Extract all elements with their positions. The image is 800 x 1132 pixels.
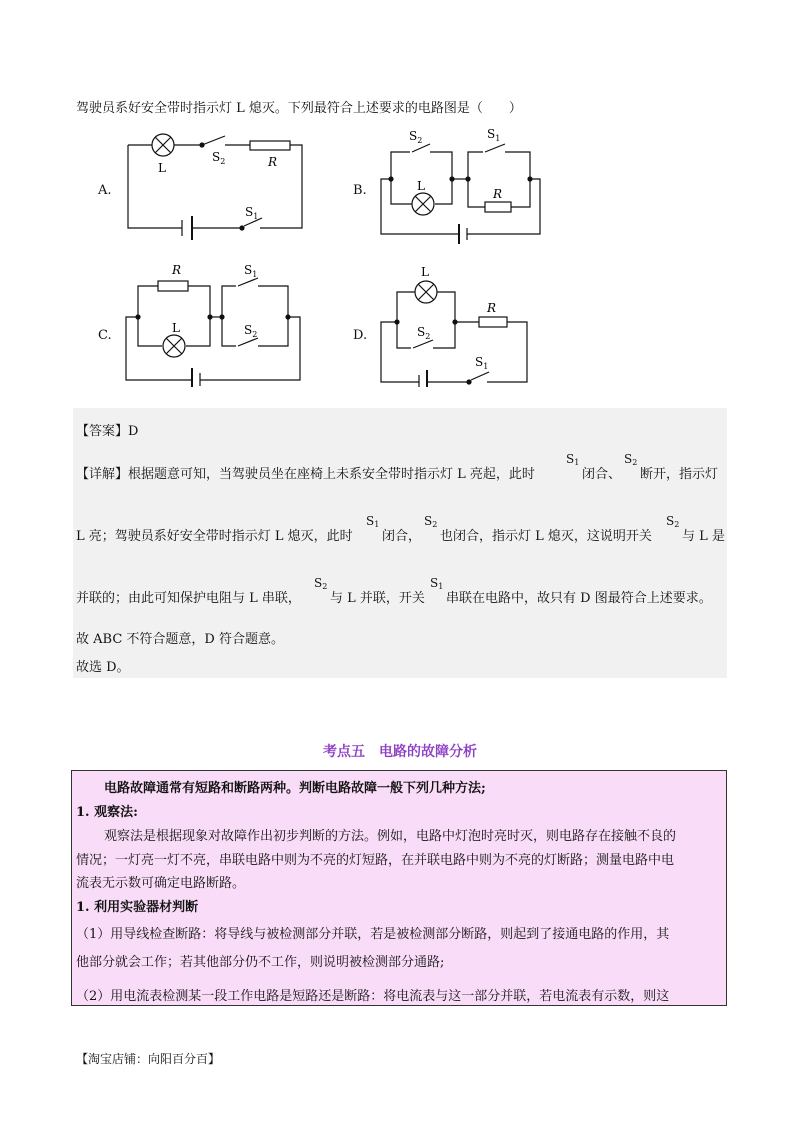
detail-line1-c: 断开，指示灯: [640, 467, 719, 482]
resistor-label-b: R: [493, 187, 503, 201]
method-p2-line1: （1）用导线检查断路：将导线与被检测部分并联，若是被检测部分断路，则起到了接通电路的作用，其: [76, 927, 670, 942]
s1-label-a: $S_1$: [245, 205, 259, 221]
resistor-label-a: R: [268, 155, 278, 169]
circuit-a-diagram: [120, 120, 310, 245]
detail-line5: 故选 D。: [76, 660, 130, 675]
detail-line3-a: 并联的；由此可知保护电阻与 L 串联，: [76, 591, 301, 606]
method-heading-2: 1. 利用实验器材判断: [76, 900, 199, 915]
option-c-label: C.: [98, 328, 112, 343]
footer-shop-label: 【淘宝店铺：向阳百分百】: [76, 1052, 221, 1066]
lamp-label-c: L: [172, 321, 180, 335]
s1-label-c: $S_1$: [244, 263, 258, 279]
s2-label-c: $S_2$: [244, 323, 258, 339]
s2-inline-1: $S_2$: [624, 452, 638, 467]
method-p2-line2: 他部分就会工作；若其他部分仍不工作，则说明被检测部分通路;: [76, 955, 445, 970]
section-title: 考点五 电路的故障分析: [323, 744, 477, 760]
s2-label-a: $S_2$: [212, 150, 226, 166]
method-p3-line1: （2）用电流表检测某一段工作电路是短路还是断路：将电流表与这一部分并联，若电流表有示数，则这: [76, 989, 670, 1004]
detail-line2-d: 与 L 是: [682, 529, 725, 544]
circuit-b-diagram: [375, 124, 550, 249]
s1-inline-1: $S_1$: [566, 452, 580, 467]
s1-label-d: $S_1$: [475, 355, 489, 371]
resistor-label-c: R: [172, 263, 182, 277]
method-heading-1: 1. 观察法:: [76, 805, 138, 820]
lamp-label-a: L: [158, 161, 166, 175]
detail-line2-b: 闭合，: [382, 529, 422, 544]
lamp-label-b: L: [417, 179, 425, 193]
option-b-label: B.: [353, 183, 367, 198]
option-a-label: A.: [98, 183, 112, 198]
lamp-label-d: L: [421, 265, 429, 279]
detail-line3-b: 与 L 并联，开关: [330, 591, 425, 606]
s2-label-d: $S_2$: [417, 325, 431, 341]
s2-label-b: $S_2$: [409, 129, 423, 145]
s1-label-b: $S_1$: [487, 127, 501, 143]
s2-inline-4: $S_2$: [314, 576, 328, 591]
detail-line3-c: 串联在电路中，故只有 D 图最符合上述要求。: [446, 591, 712, 606]
method-p1-line2: 情况；一灯亮一灯不亮，串联电路中则为不亮的灯短路，在并联电路中则为不亮的灯断路；测量电路中电: [76, 853, 675, 868]
resistor-label-d: R: [487, 301, 497, 315]
detail-line1-a: 【详解】根据题意可知，当驾驶员坐在座椅上未系安全带时指示灯 L 亮起，此时: [76, 467, 535, 482]
option-d-label: D.: [353, 328, 368, 343]
detail-line2-c: 也闭合，指示灯 L 熄灭，这说明开关: [440, 529, 652, 544]
detail-line2-a: L 亮；驾驶员系好安全带时指示灯 L 熄灭，此时: [76, 529, 353, 544]
circuit-c-diagram: [120, 262, 315, 387]
s2-inline-2: $S_2$: [424, 514, 438, 529]
method-box: [71, 770, 727, 1006]
s2-inline-3: $S_2$: [666, 514, 680, 529]
s1-inline-3: $S_1$: [430, 576, 444, 591]
question-intro: 驾驶员系好安全带时指示灯 L 熄灭。下列最符合上述要求的电路图是（ ）: [76, 101, 522, 116]
method-p1-line1: 观察法是根据现象对故障作出初步判断的方法。例如，电路中灯泡时亮时灭，则电路存在接触不良的: [104, 829, 677, 844]
method-intro: 电路故障通常有短路和断路两种。判断电路故障一般下列几种方法;: [104, 781, 486, 796]
detail-line4: 故 ABC 不符合题意，D 符合题意。: [76, 632, 284, 647]
s1-inline-2: $S_1$: [366, 514, 380, 529]
circuit-d-diagram: [375, 262, 550, 387]
method-p1-line3: 流表无示数可确定电路断路。: [76, 876, 246, 891]
detail-line1-b: 闭合、: [582, 467, 622, 482]
answer-label: 【答案】D: [76, 424, 139, 439]
